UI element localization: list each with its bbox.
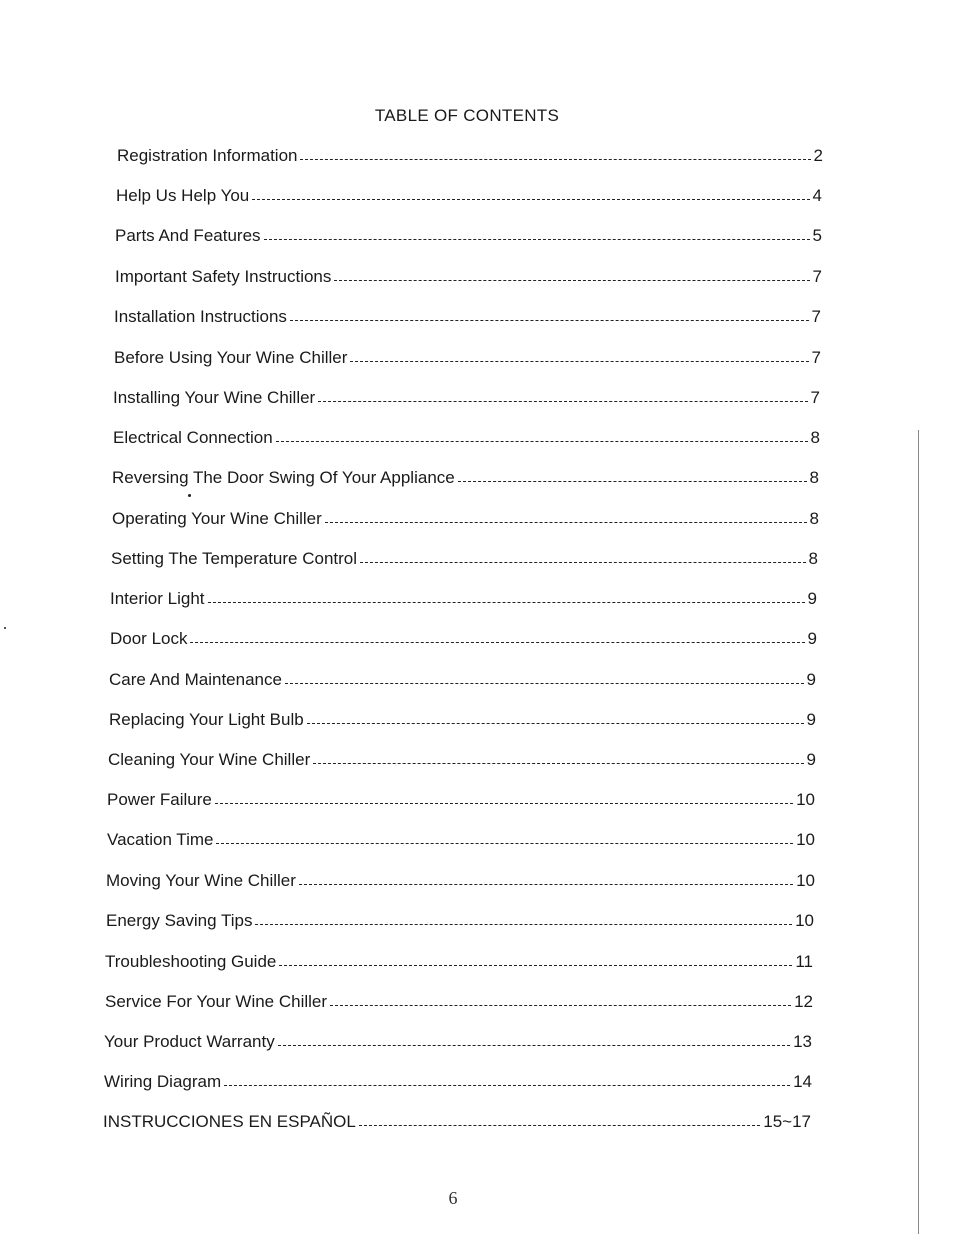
- toc-entry: [112, 508, 819, 530]
- toc-entry-page: 9: [806, 750, 816, 769]
- toc-entry: [113, 387, 820, 409]
- scan-speck: [4, 627, 6, 629]
- toc-entry: [110, 588, 817, 610]
- scan-speck: [188, 494, 191, 497]
- dot-leader: [290, 320, 809, 321]
- toc-entry-label: Care And Maintenance: [109, 670, 282, 689]
- toc-entry-label: Interior Light: [110, 589, 205, 608]
- toc-entry: [116, 185, 822, 207]
- toc-entry-label: INSTRUCCIONES EN ESPAÑOL: [103, 1112, 356, 1131]
- toc-title: TABLE OF CONTENTS: [374, 106, 560, 125]
- dot-leader: [215, 803, 793, 804]
- toc-entry: [107, 789, 815, 811]
- toc-entry-label: Help Us Help You: [116, 186, 250, 205]
- toc-entry-label: Important Safety Instructions: [115, 267, 332, 286]
- toc-entry-page: 10: [796, 871, 815, 890]
- toc-entry-page: 2: [813, 146, 823, 165]
- toc-entry: [115, 225, 822, 247]
- toc-entry: [104, 1031, 812, 1053]
- dot-leader: [313, 763, 803, 764]
- dot-leader: [359, 1125, 760, 1126]
- toc-entry: [109, 669, 816, 691]
- dot-leader: [458, 481, 807, 482]
- toc-entry-page: 4: [812, 186, 822, 205]
- toc-entry: [105, 991, 813, 1013]
- toc-entry-label: Before Using Your Wine Chiller: [114, 348, 348, 367]
- toc-entry-label: Setting The Temperature Control: [111, 549, 358, 568]
- dot-leader: [279, 965, 792, 966]
- toc-entry-label: Reversing The Door Swing Of Your Appliance: [112, 468, 455, 487]
- toc-entry-label: Registration Information: [117, 146, 298, 165]
- toc-entry-page: 8: [808, 549, 818, 568]
- dot-leader: [334, 280, 809, 281]
- toc-entry-page: 13: [793, 1032, 812, 1051]
- toc-entry: [106, 910, 814, 932]
- dot-leader: [300, 159, 810, 160]
- toc-entry-page: 12: [794, 992, 813, 1011]
- toc-entry-page: 11: [795, 952, 813, 971]
- dot-leader: [318, 401, 807, 402]
- toc-entry-label: Your Product Warranty: [104, 1032, 275, 1051]
- toc-entry: [107, 829, 815, 851]
- dot-leader: [307, 723, 804, 724]
- toc-entry: [110, 628, 817, 650]
- dot-leader: [208, 602, 805, 603]
- toc-entry: [114, 306, 821, 328]
- toc-entry: [111, 548, 818, 570]
- toc-entry-page: 10: [796, 790, 815, 809]
- dot-leader: [360, 562, 806, 563]
- page-number: 6: [448, 1188, 458, 1208]
- toc-entry-page: 9: [806, 670, 816, 689]
- toc-entry: [112, 467, 819, 489]
- dot-leader: [255, 924, 792, 925]
- toc-entry-page: 9: [807, 629, 817, 648]
- scan-edge-line: [918, 430, 919, 1234]
- toc-entry: [113, 427, 820, 449]
- toc-entry-label: Service For Your Wine Chiller: [105, 992, 328, 1011]
- dot-leader: [276, 441, 808, 442]
- toc-entry-page: 8: [810, 428, 820, 447]
- toc-entry-label: Moving Your Wine Chiller: [106, 871, 296, 890]
- toc-entry-page: 8: [809, 509, 819, 528]
- toc-entry-page: 14: [793, 1072, 812, 1091]
- dot-leader: [350, 361, 808, 362]
- toc-entry-label: Operating Your Wine Chiller: [112, 509, 322, 528]
- toc-entry-label: Energy Saving Tips: [106, 911, 253, 930]
- toc-entry-page: 7: [810, 388, 820, 407]
- toc-entry-page: 9: [806, 710, 816, 729]
- toc-entry-label: Parts And Features: [115, 226, 261, 245]
- toc-entry: [106, 870, 815, 892]
- toc-entry: [114, 347, 821, 369]
- toc-entry-label: Installation Instructions: [114, 307, 287, 326]
- toc-entry-label: Wiring Diagram: [104, 1072, 222, 1091]
- toc-entry-page: 7: [811, 348, 821, 367]
- toc-entry-page: 9: [807, 589, 817, 608]
- toc-entry-label: Replacing Your Light Bulb: [109, 710, 304, 729]
- toc-entry-page: 8: [809, 468, 819, 487]
- toc-entry-page: 10: [796, 830, 815, 849]
- toc-entry-label: Door Lock: [110, 629, 188, 648]
- dot-leader: [285, 683, 804, 684]
- dot-leader: [264, 239, 810, 240]
- dot-leader: [278, 1045, 790, 1046]
- toc-entry-page: 7: [811, 307, 821, 326]
- dot-leader: [224, 1085, 790, 1086]
- toc-entry-page: 10: [795, 911, 814, 930]
- toc-entry-label: Installing Your Wine Chiller: [113, 388, 316, 407]
- toc-entry: [103, 1111, 811, 1133]
- dot-leader: [216, 843, 793, 844]
- toc-entry-label: Power Failure: [107, 790, 212, 809]
- toc-entry-page: 7: [812, 267, 822, 286]
- toc-entry: [108, 749, 816, 771]
- toc-entry: [105, 951, 813, 973]
- dot-leader: [190, 642, 804, 643]
- dot-leader: [299, 884, 793, 885]
- toc-entry-label: Vacation Time: [107, 830, 214, 849]
- toc-entry-label: Electrical Connection: [113, 428, 273, 447]
- toc-entry-page: 15~17: [763, 1112, 811, 1131]
- dot-leader: [252, 199, 809, 200]
- toc-entry: [117, 145, 823, 167]
- toc-entry: [104, 1071, 812, 1093]
- toc-entry-label: Cleaning Your Wine Chiller: [108, 750, 311, 769]
- toc-entry: [115, 266, 822, 288]
- toc-entry-page: 5: [812, 226, 822, 245]
- dot-leader: [325, 522, 807, 523]
- toc-entry-label: Troubleshooting Guide: [105, 952, 277, 971]
- toc-entry: [109, 709, 816, 731]
- dot-leader: [330, 1005, 791, 1006]
